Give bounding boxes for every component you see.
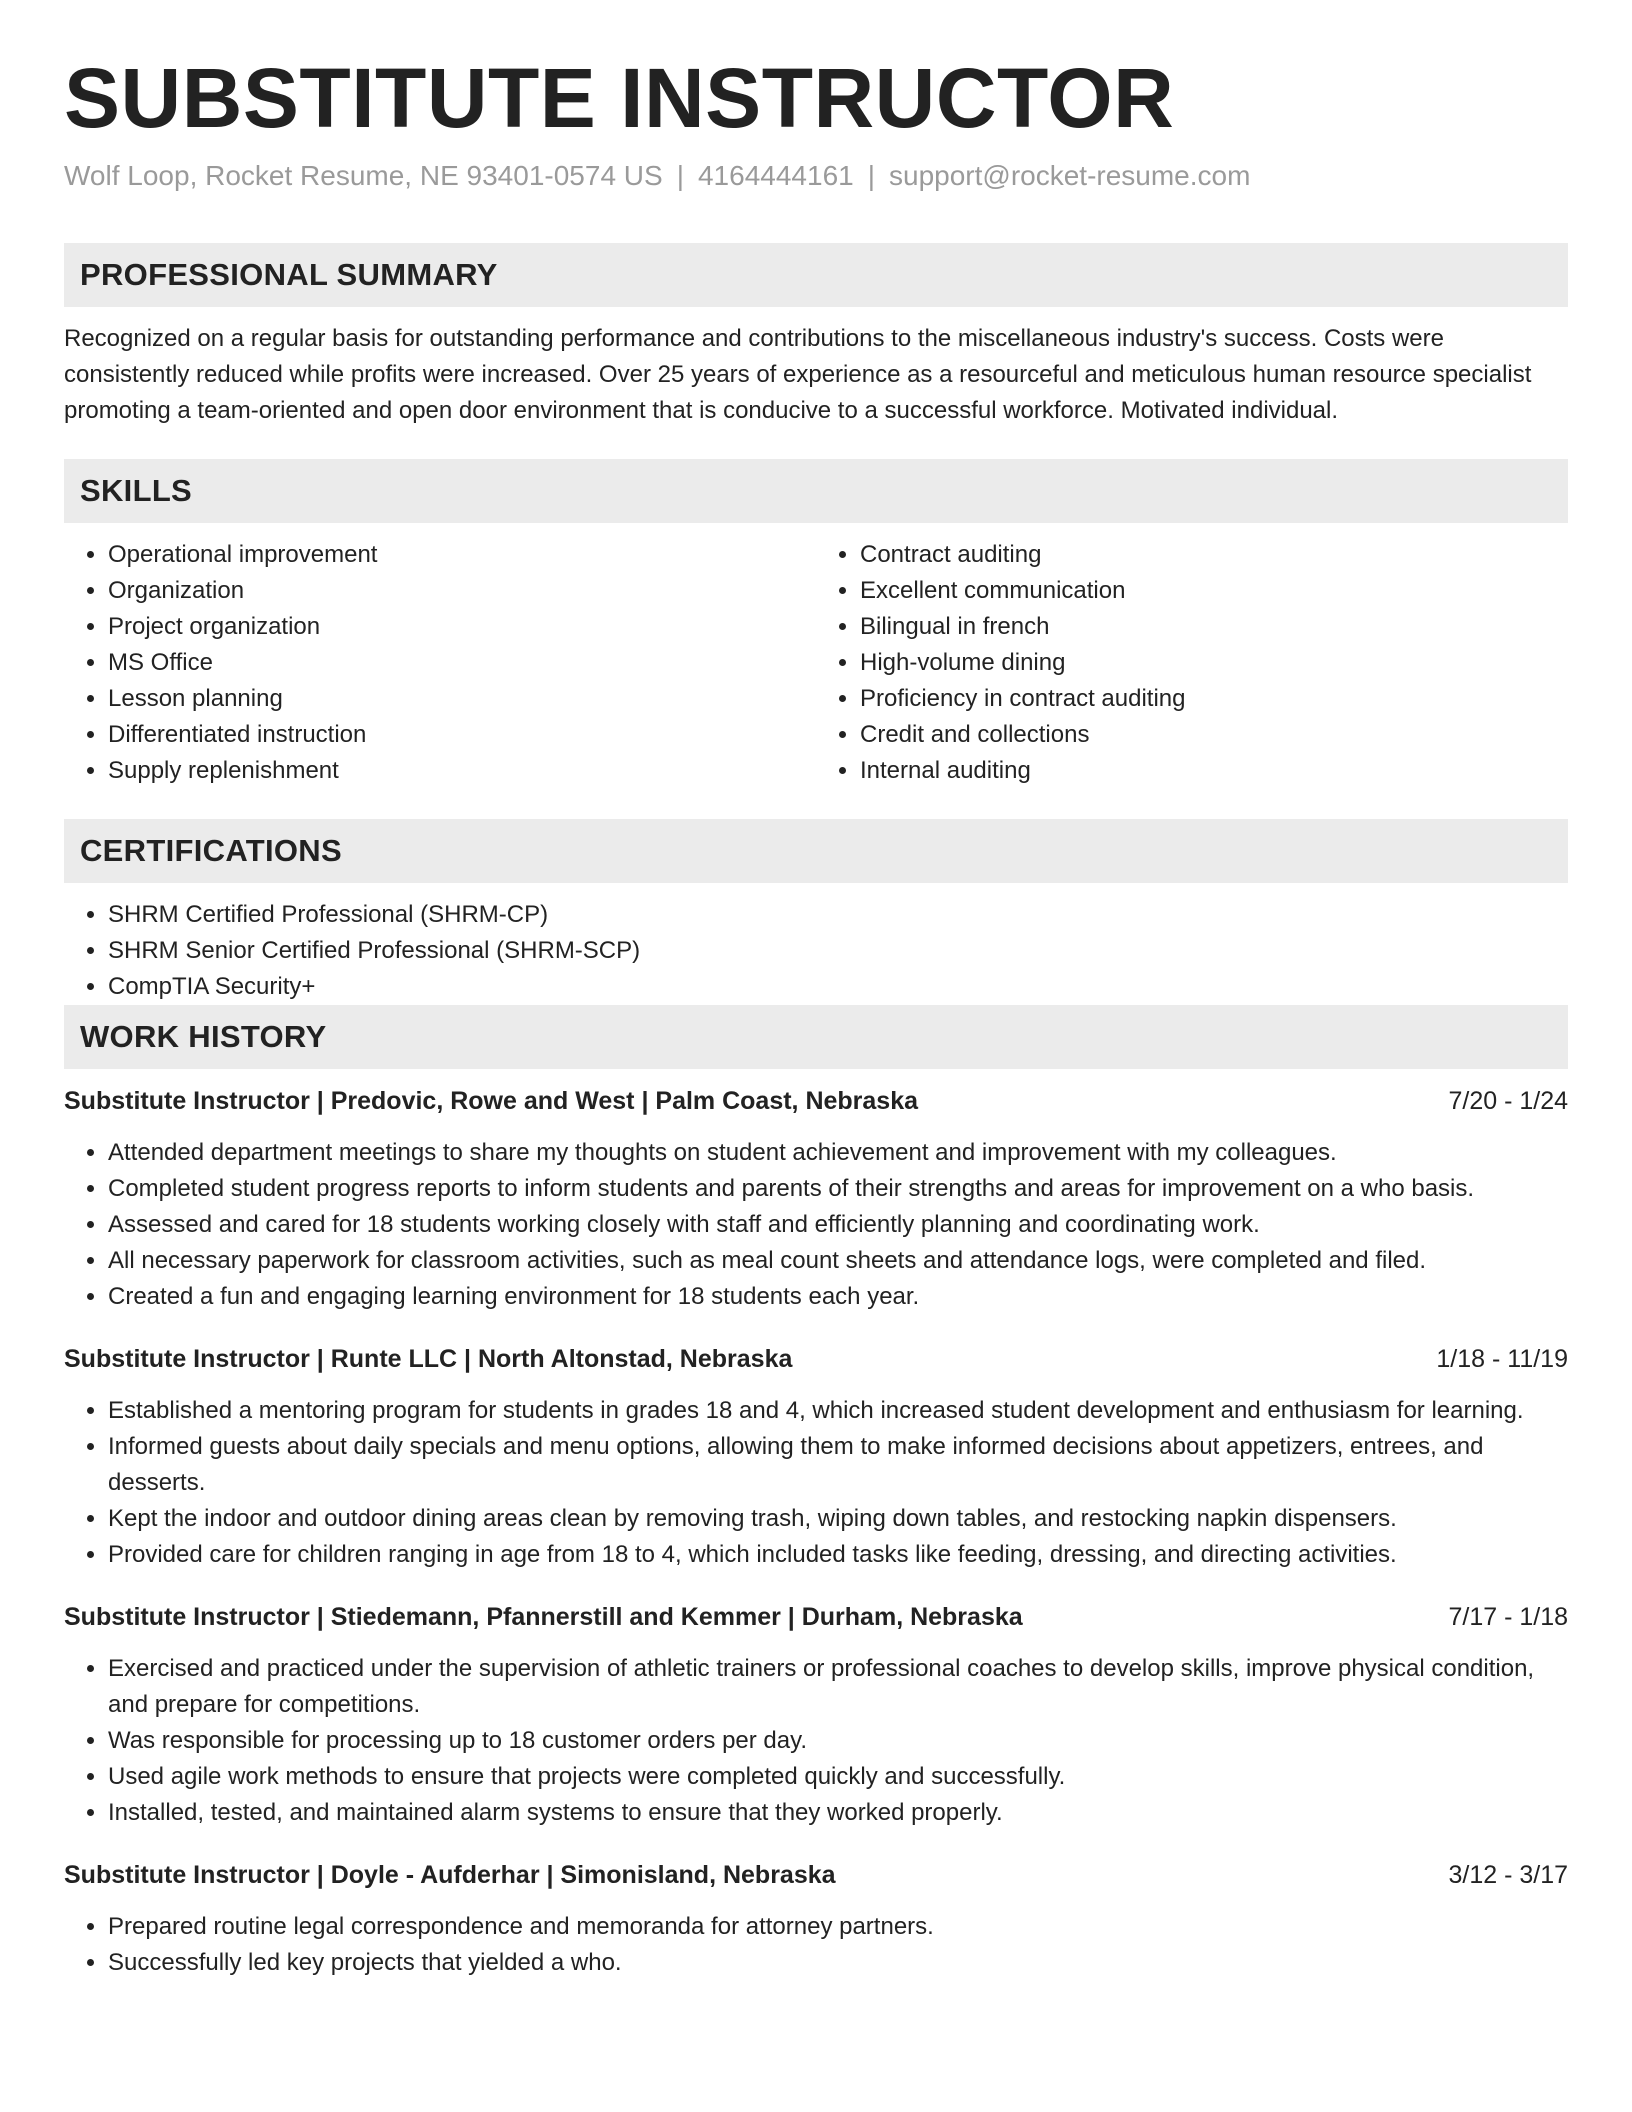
job-dates: 7/17 - 1/18: [1448, 1602, 1568, 1631]
section-header-summary: [64, 243, 1568, 307]
section-heading: SKILLS: [80, 472, 193, 508]
job-bullet: • Installed, tested, and maintained alarm systems to ensure that they worked properly.: [108, 1795, 1568, 1831]
skill-item: • Credit and collections: [860, 717, 1568, 753]
certification-item: • SHRM Senior Certified Professional (SHRM-SCP): [108, 933, 1568, 969]
job-bullet: • Was responsible for processing up to 18 customer orders per day.: [108, 1723, 1568, 1759]
certification-item: • SHRM Certified Professional (SHRM-CP): [108, 897, 1568, 933]
job-bullet: • Informed guests about daily specials and menu options, allowing them to make informed decisions about appetizers, entrees, and desserts.: [108, 1429, 1568, 1501]
section-header-skills: [64, 459, 1568, 523]
job-title: Substitute Instructor | Runte LLC | North Altonstad, Nebraska: [64, 1344, 793, 1373]
skills-list-left: [64, 537, 816, 789]
job-bullets: [64, 1135, 1568, 1315]
skills-list-right: [816, 537, 1568, 789]
job-entry: [64, 1599, 1568, 1831]
job-bullet: • Attended department meetings to share my thoughts on student achievement and improvement with my colleagues.: [108, 1135, 1568, 1171]
skill-item: • MS Office: [108, 645, 816, 681]
job-title: Substitute Instructor | Doyle - Aufderhar | Simonisland, Nebraska: [64, 1860, 836, 1889]
skill-item: • Excellent communication: [860, 573, 1568, 609]
certification-item: • CompTIA Security+: [108, 969, 1568, 1005]
summary-text: Recognized on a regular basis for outstanding performance and contributions to the miscellaneous industry's success. Costs were consistently reduced while profits were increased. Over 25 years of experience as a resourceful and meticulous human resource specialist promoting a team-oriented and open door environment that is conducive to a successful workforce. Motivated individual.: [64, 324, 1532, 424]
page-title: SUBSTITUTE INSTRUCTOR: [64, 51, 1175, 145]
job-bullet: • Successfully led key projects that yielded a who.: [108, 1945, 1568, 1981]
job-header: [64, 1857, 1568, 1893]
job-entry: [64, 1341, 1568, 1573]
section-heading: WORK HISTORY: [80, 1018, 327, 1054]
skill-item: • Internal auditing: [860, 753, 1568, 789]
section-header-certifications: [64, 819, 1568, 883]
section-heading: CERTIFICATIONS: [80, 832, 342, 868]
skill-item: • Supply replenishment: [108, 753, 816, 789]
skill-item: • Organization: [108, 573, 816, 609]
job-bullet: • Completed student progress reports to inform students and parents of their strengths and areas for improvement on a who basis.: [108, 1171, 1568, 1207]
job-bullets: [64, 1909, 1568, 1981]
job-title: Substitute Instructor | Stiedemann, Pfannerstill and Kemmer | Durham, Nebraska: [64, 1602, 1023, 1631]
job-bullet: • Used agile work methods to ensure that projects were completed quickly and successfully.: [108, 1759, 1568, 1795]
job-header: [64, 1599, 1568, 1635]
contact-separator: |: [676, 160, 684, 192]
skill-item: • Differentiated instruction: [108, 717, 816, 753]
contact-address: Wolf Loop, Rocket Resume, NE 93401-0574 US: [64, 160, 663, 192]
skill-item: • Contract auditing: [860, 537, 1568, 573]
certifications-list: [64, 897, 1568, 1005]
job-dates: 7/20 - 1/24: [1448, 1086, 1568, 1115]
skill-item: • Bilingual in french: [860, 609, 1568, 645]
job-bullet: • Established a mentoring program for students in grades 18 and 4, which increased student development and enthusiasm for learning.: [108, 1393, 1568, 1429]
skills-grid: [64, 537, 1568, 789]
contact-line: [64, 158, 1568, 194]
skill-item: • Lesson planning: [108, 681, 816, 717]
job-bullet: • Provided care for children ranging in age from 18 to 4, which included tasks like feeding, dressing, and directing activities.: [108, 1537, 1568, 1573]
job-bullet: • All necessary paperwork for classroom activities, such as meal count sheets and attendance logs, were completed and filed.: [108, 1243, 1568, 1279]
job-bullets: [64, 1651, 1568, 1831]
job-bullets: [64, 1393, 1568, 1573]
job-header: [64, 1083, 1568, 1119]
section-heading: PROFESSIONAL SUMMARY: [80, 256, 498, 292]
job-dates: 1/18 - 11/19: [1436, 1344, 1568, 1373]
job-dates: 3/12 - 3/17: [1448, 1860, 1568, 1889]
job-bullet: • Created a fun and engaging learning environment for 18 students each year.: [108, 1279, 1568, 1315]
job-entry: [64, 1083, 1568, 1315]
job-bullet: • Assessed and cared for 18 students working closely with staff and efficiently planning and coordinating work.: [108, 1207, 1568, 1243]
contact-separator: |: [867, 160, 875, 192]
job-bullet: • Kept the indoor and outdoor dining areas clean by removing trash, wiping down tables, and restocking napkin dispensers.: [108, 1501, 1568, 1537]
contact-phone: 4164444161: [697, 160, 854, 192]
skill-item: • Proficiency in contract auditing: [860, 681, 1568, 717]
job-header: [64, 1341, 1568, 1377]
contact-email: support@rocket-resume.com: [889, 160, 1251, 192]
section-header-work-history: [64, 1005, 1568, 1069]
job-bullet: • Exercised and practiced under the supervision of athletic trainers or professional coaches to develop skills, improve physical condition, and prepare for competitions.: [108, 1651, 1568, 1723]
skill-item: • Operational improvement: [108, 537, 816, 573]
job-entry: [64, 1857, 1568, 1981]
job-title: Substitute Instructor | Predovic, Rowe and West | Palm Coast, Nebraska: [64, 1086, 919, 1115]
skill-item: • High-volume dining: [860, 645, 1568, 681]
job-bullet: • Prepared routine legal correspondence and memoranda for attorney partners.: [108, 1909, 1568, 1945]
skill-item: • Project organization: [108, 609, 816, 645]
